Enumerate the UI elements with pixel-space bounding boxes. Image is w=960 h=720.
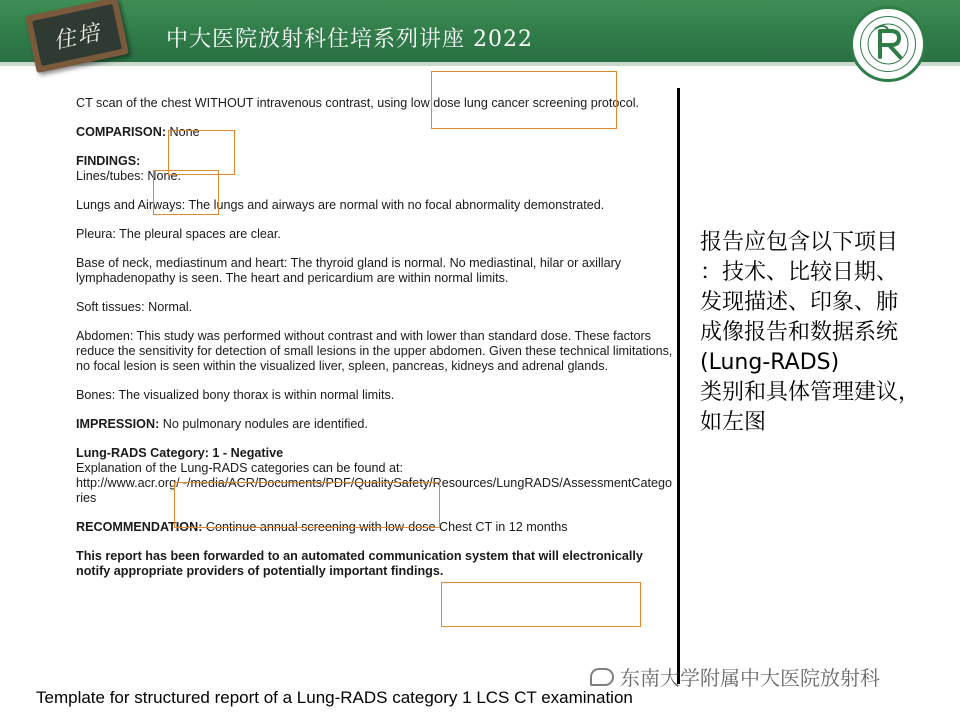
soft-tissues-text: Soft tissues: Normal. xyxy=(76,300,193,314)
neck-text: Base of neck, mediastinum and heart: The thyroid gland is normal. No mediastinal, hilar or axillary lymphadenopathy is seen. The heart and pericardium are within normal limits. xyxy=(76,256,622,285)
note-line: (Lung-RADS) xyxy=(700,350,840,375)
note-line: 报告应包含以下项目 xyxy=(700,230,899,255)
technique-text: CT scan of the chest WITHOUT intravenous contrast, using low dose lung cancer screening protocol. xyxy=(76,96,640,110)
watermark-text: 东南大学附属中大医院放射科 xyxy=(620,666,880,690)
badge-text: 住培 xyxy=(51,19,104,55)
note-line: 发现描述、印象、肺 xyxy=(700,290,899,315)
header-divider xyxy=(0,62,960,66)
comparison-label: COMPARISON: xyxy=(76,125,167,139)
bones-text: Bones: The visualized bony thorax is within normal limits. xyxy=(76,388,395,402)
impression-section xyxy=(76,417,676,432)
pleura-text: Pleura: The pleural spaces are clear. xyxy=(76,227,281,241)
lungs-text: Lungs and Airways: The lungs and airways are normal with no focal abnormality demonstrated. xyxy=(76,198,605,212)
recommendation-label: RECOMMENDATION: xyxy=(76,520,203,534)
summary-note xyxy=(700,228,956,438)
findings-label: FINDINGS: xyxy=(76,154,141,168)
highlight-technique xyxy=(431,71,617,129)
logo-mark-icon xyxy=(853,9,923,79)
note-line: 如左图 xyxy=(700,410,767,435)
figure-caption: Template for structured report of a Lung-RADS category 1 LCS CT examination xyxy=(36,688,633,707)
hospital-logo-icon xyxy=(850,6,926,82)
note-line: ：技术、比较日期、 xyxy=(700,260,899,285)
forwarded-text: This report has been forwarded to an automated communication system that will electronically notify appropriate providers of potentially important findings. xyxy=(76,549,643,578)
page-title: 中大医院放射科住培系列讲座 2022 xyxy=(166,27,533,52)
highlight-findings xyxy=(153,170,219,215)
explanation-text: Explanation of the Lung-RADS categories can be found at: xyxy=(76,461,403,475)
wechat-icon xyxy=(590,668,614,686)
watermark xyxy=(590,662,880,691)
recommendation-value: Continue annual screening with low-dose Chest CT in 12 months xyxy=(205,520,568,534)
category-text: Lung-RADS Category: 1 - Negative xyxy=(76,446,284,460)
highlight-recommendation xyxy=(441,582,641,627)
impression-label: IMPRESSION: xyxy=(76,417,160,431)
abdomen-text: Abdomen: This study was performed without contrast and with lower than standard dose. These factors reduce the sensitivity for detection of small lesions in the upper abdomen. Given these technical limitations, no focal lesion is seen within the visualized liver, spleen, pancreas, kidneys and adrenal glands. xyxy=(76,329,673,373)
acr-url: http://www.acr.org/~/media/ACR/Documents/PDF/QualitySafety/Resources/LungRADS/AssessmentCategories xyxy=(76,476,673,505)
comparison-value: None xyxy=(169,125,200,139)
highlight-comparison xyxy=(168,130,235,175)
impression-value: No pulmonary nodules are identified. xyxy=(162,417,368,431)
highlight-impression xyxy=(174,482,440,528)
note-line: 类别和具体管理建议， xyxy=(700,380,921,405)
note-line: 成像报告和数据系统 xyxy=(700,320,899,345)
lines-tubes-text: Lines/tubes: None. xyxy=(76,169,182,183)
